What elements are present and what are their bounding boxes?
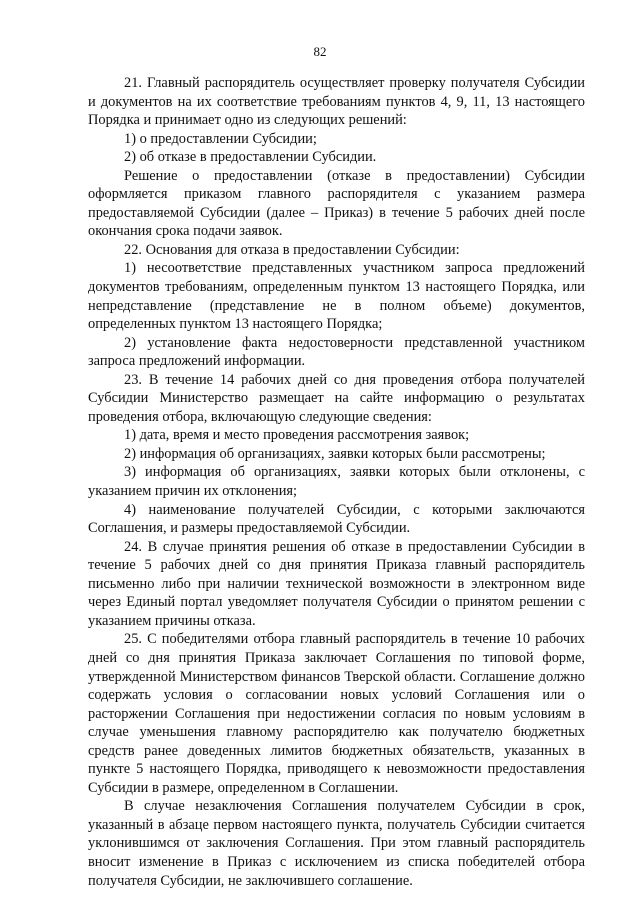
- document-body: [88, 74, 585, 890]
- paragraph-21-option-1: 1) о предоставлении Субсидии;: [124, 130, 317, 147]
- paragraph-22-ground-2: 2) установление факта недостоверности представленной участником запроса предложений информации.: [88, 334, 585, 370]
- paragraph-23-item-1: 1) дата, время и место проведения рассмотрения заявок;: [124, 427, 470, 444]
- paragraph-22-ground-1: 1) несоответствие представленных участником запроса предложений документов требованиям, определенным пунктом 13 настоящего Порядка, или непредставление (представление не в полном объеме) документов, определенных пунктом 13 настоящего Порядка;: [88, 260, 585, 333]
- paragraph-23-item-4: 4) наименование получателей Субсидии, с которыми заключаются Соглашения, и размеры предоставляемой Субсидии.: [88, 501, 585, 537]
- paragraph-23: 23. В течение 14 рабочих дней со дня проведения отбора получателей Субсидии Министерство размещает на сайте информацию о результатах проведения отбора, включающую следующие сведения:: [88, 371, 585, 425]
- paragraph-21-decision: Решение о предоставлении (отказе в предоставлении) Субсидии оформляется приказом главного распорядителя с указанием размера предоставляемой Субсидии (далее – Приказ) в течение 5 рабочих дней после окончания срока подачи заявок.: [88, 167, 585, 240]
- page-number: 82: [313, 44, 327, 59]
- paragraph-25: 25. С победителями отбора главный распорядитель в течение 10 рабочих дней со дня принятия Приказа заключает Соглашения по типовой форме, утвержденной Министерством финансов Тверской области. Соглашение должно содержать условия о согласовании новых условий Соглашения или о расторжении Соглашения при недостижении согласия по новым условиям в случае уменьшения главному распорядителю как получателю бюджетных средств ранее доведенных лимитов бюджетных обязательств, указанных в пункте 5 настоящего Порядка, приводящего к невозможности предоставления Субсидии в размере, определенном в Соглашении.: [88, 631, 585, 796]
- paragraph-21-option-2: 2) об отказе в предоставлении Субсидии.: [124, 149, 377, 166]
- paragraph-23-item-3: 3) информация об организациях, заявки которых были отклонены, с указанием причин их отклонения;: [88, 464, 585, 500]
- paragraph-24: 24. В случае принятия решения об отказе в предоставлении Субсидии в течение 5 рабочих дней со дня принятия Приказа главный распорядитель письменно либо при наличии технической возможности в электронном виде через Единый портал уведомляет получателя Субсидии о принятом решении с указанием причины отказа.: [88, 538, 585, 629]
- paragraph-22: 22. Основания для отказа в предоставлении Субсидии:: [124, 241, 460, 258]
- paragraph-21: 21. Главный распорядитель осуществляет проверку получателя Субсидии и документов на их соответствие требованиям пунктов 4, 9, 11, 13 настоящего Порядка и принимает одно из следующих решений:: [88, 75, 585, 129]
- paragraph-23-item-2: 2) информация об организациях, заявки которых были рассмотрены;: [124, 445, 546, 462]
- paragraph-25-note: В случае незаключения Соглашения получателем Субсидии в срок, указанный в абзаце первом настоящего пункта, получатель Субсидии считается уклонившимся от заключения Соглашения. При этом главный распорядитель вносит изменение в Приказ с исключением из списка победителей отбора получателя Субсидии, не заключившего соглашение.: [88, 798, 585, 889]
